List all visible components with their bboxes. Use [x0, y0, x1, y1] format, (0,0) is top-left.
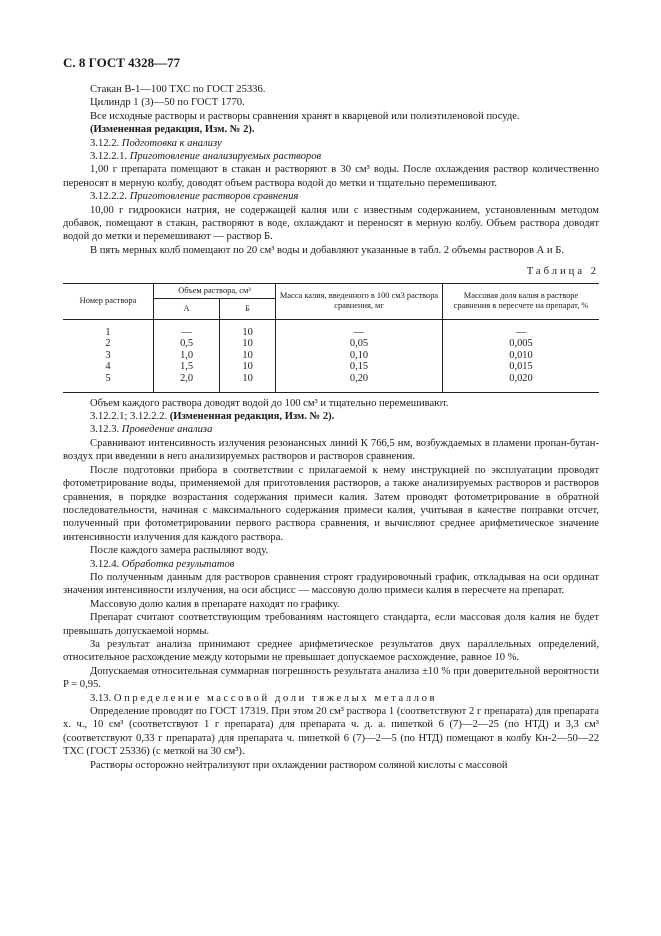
section-heading: [63, 692, 599, 705]
cell-fraction: 0,010: [443, 350, 600, 362]
section-heading: [63, 150, 599, 163]
paragraph: Стакан В-1—100 ТХС по ГОСТ 25336.: [90, 84, 266, 95]
table-body: [63, 319, 599, 392]
paragraph: Цилиндр 1 (3)—50 по ГОСТ 1770.: [90, 97, 245, 109]
cell-volume-a: 0,5: [154, 338, 220, 350]
cell-mass: 0,10: [276, 350, 443, 362]
cell-volume-a: 1,5: [154, 361, 220, 373]
cell-mass: 0,20: [276, 373, 443, 392]
cell-volume-b: 10: [220, 319, 276, 338]
section-number: 3.12.2.: [90, 137, 120, 149]
paragraph: По полученным данным для растворов сравнения строят градуировочный график, откладывая на оси ординат значения интенсивности излучения, на оси абсцисс — массовую долю примеси калия в пересчете на препарат.: [63, 571, 599, 597]
table-row: [63, 373, 599, 392]
table-row: [63, 361, 599, 373]
page-header: С. 8 ГОСТ 4328—77: [63, 55, 181, 70]
paragraph: 1,00 г препарата помещают в стакан и растворяют в 30 см³ воды. После охлаждения раствор количественно переносят в мерную колбу, доводят объем раствора водой до метки и тщательно перемешивают.: [63, 164, 599, 189]
cell-volume-a: 1,0: [154, 350, 220, 362]
column-header-number: Номер раствора: [63, 283, 154, 319]
paragraph: Объем каждого раствора доводят водой до 100 см³ и тщательно перемешивают.: [90, 397, 449, 409]
cell-number: 5: [105, 373, 111, 385]
section-number: 3.12.2.1.: [90, 151, 128, 163]
column-header-fraction: Массовая доля калия в растворе сравнения в пересчете на препарат, %: [443, 283, 600, 319]
paragraph: Все исходные растворы и растворы сравнения хранят в кварцевой или полиэтиленовой посуде.: [90, 110, 520, 122]
cell-fraction: —: [443, 319, 600, 338]
table-row: [63, 319, 599, 338]
cell-mass: 0,15: [276, 361, 443, 373]
section-title: Подготовка к анализу: [121, 137, 222, 149]
column-header-volume: Объем раствора, см³: [154, 283, 276, 298]
paragraph: Сравнивают интенсивность излучения резонансных линий К 766,5 нм, возбуждаемых в пламени пропан-бутан-воздух при введении в него анализируемых растворов и растворов сравнения.: [63, 437, 599, 463]
cell-number: 1: [105, 326, 111, 338]
paragraph: За результат анализа принимают среднее арифметическое результатов двух параллельных определений, относительное расхождение между которыми не превышает допускаемое расхождение, равное 10 %.: [63, 638, 599, 664]
section-heading: [63, 137, 599, 150]
table-caption: Таблица 2: [526, 266, 599, 278]
table-row: [63, 350, 599, 362]
cell-volume-b: 10: [220, 338, 276, 350]
cell-number: 2: [105, 338, 111, 350]
section-heading: [63, 423, 599, 436]
paragraph: В пять мерных колб помещают по 20 см³ воды и добавляют указанные в табл. 2 объемы растворов А и Б.: [90, 244, 564, 256]
section-heading: [63, 190, 599, 203]
cell-volume-a: 2,0: [154, 373, 220, 392]
cell-fraction: 0,005: [443, 338, 600, 350]
column-header-mass: Масса калия, введенного в 100 см3 раствора сравнения, мг: [276, 283, 443, 319]
cell-volume-b: 10: [220, 373, 276, 392]
paragraph: После подготовки прибора в соответствии с прилагаемой к нему инструкцией по эксплуатации проводят фотометрирование воды, применяемой для приготовления растворов, а также анализируемых растворов и растворов сравнения, в порядке возрастания содержания примеси калия. Затем проводят фотометрирование в обратной последовательности, начиная с максимального содержания примеси калия, учитывая в качестве поправки отсчет, полученный при фотометрировании первого раствора сравнения, и вычисляют среднее арифметическое значение интенсивности излучения для каждого раствора.: [63, 464, 599, 543]
amendment-note: (Измененная редакция, Изм. № 2).: [169, 411, 335, 423]
data-table: [63, 283, 599, 393]
cell-volume-b: 10: [220, 350, 276, 362]
section-number: 3.12.4.: [90, 558, 120, 570]
section-number: 3.12.2.1; 3.12.2.2.: [90, 411, 168, 423]
cell-fraction: 0,020: [443, 373, 600, 392]
document-body: [63, 83, 599, 772]
section-title: Проведение анализа: [121, 424, 213, 436]
column-header-a: А: [154, 298, 220, 319]
paragraph: 10,00 г гидроокиси натрия, не содержащей калия или с известным содержанием, установленным методом добавок, помещают в стакан, растворяют в воде, охлаждают и переносят в мерную колбу. Объем раствора доводят водой до метки и перемешивают — раствор Б.: [63, 204, 599, 243]
paragraph: Массовую долю калия в препарате находят по графику.: [90, 598, 340, 610]
column-header-b: Б: [220, 298, 276, 319]
paragraph: Определение проводят по ГОСТ 17319. При этом 20 см³ раствора 1 (соответствуют 2 г препарата) для препарата х. ч., 10 см³ (соответствуют 1 г препарата) для препарата ч. д. а. пипеткой 6 (7)—2—25 (по НТД) и 3,3 см³ (соответствуют 0,33 г препарата) для препарата ч. пипеткой 6 (7)—2—5 (по НТД) помещают в колбу Кн-2—50—22 ТХС (ГОСТ 25336) (с меткой на 30 см³).: [63, 706, 599, 758]
section-title: Определение массовой доли тяжелых металлов: [113, 692, 438, 704]
cell-volume-b: 10: [220, 361, 276, 373]
cell-number: 4: [105, 361, 111, 373]
section-title: Приготовление анализируемых растворов: [129, 151, 322, 163]
section-number: 3.12.3.: [90, 424, 120, 436]
amendment-note: (Измененная редакция, Изм. № 2).: [90, 124, 255, 136]
paragraph: Допускаемая относительная суммарная погрешность результата анализа ±10 % при доверительной вероятности P = 0,95.: [63, 665, 599, 691]
table-row: [63, 338, 599, 350]
section-title: Приготовление растворов сравнения: [129, 191, 299, 203]
cell-fraction: 0,015: [443, 361, 600, 373]
section-heading: [63, 558, 599, 571]
cell-mass: 0,05: [276, 338, 443, 350]
paragraph: Растворы осторожно нейтрализуют при охлаждении раствором соляной кислоты с массовой: [90, 759, 508, 771]
paragraph: Препарат считают соответствующим требованиям настоящего стандарта, если массовая доля калия не будет превышать допускаемой нормы.: [63, 612, 599, 637]
paragraph: [63, 410, 599, 423]
section-number: 3.13.: [90, 692, 112, 704]
cell-volume-a: —: [154, 319, 220, 338]
section-title: Обработка результатов: [121, 558, 235, 570]
cell-number: 3: [105, 349, 111, 361]
section-number: 3.12.2.2.: [90, 191, 128, 203]
paragraph: После каждого замера распыляют воду.: [90, 545, 269, 557]
cell-mass: —: [276, 319, 443, 338]
